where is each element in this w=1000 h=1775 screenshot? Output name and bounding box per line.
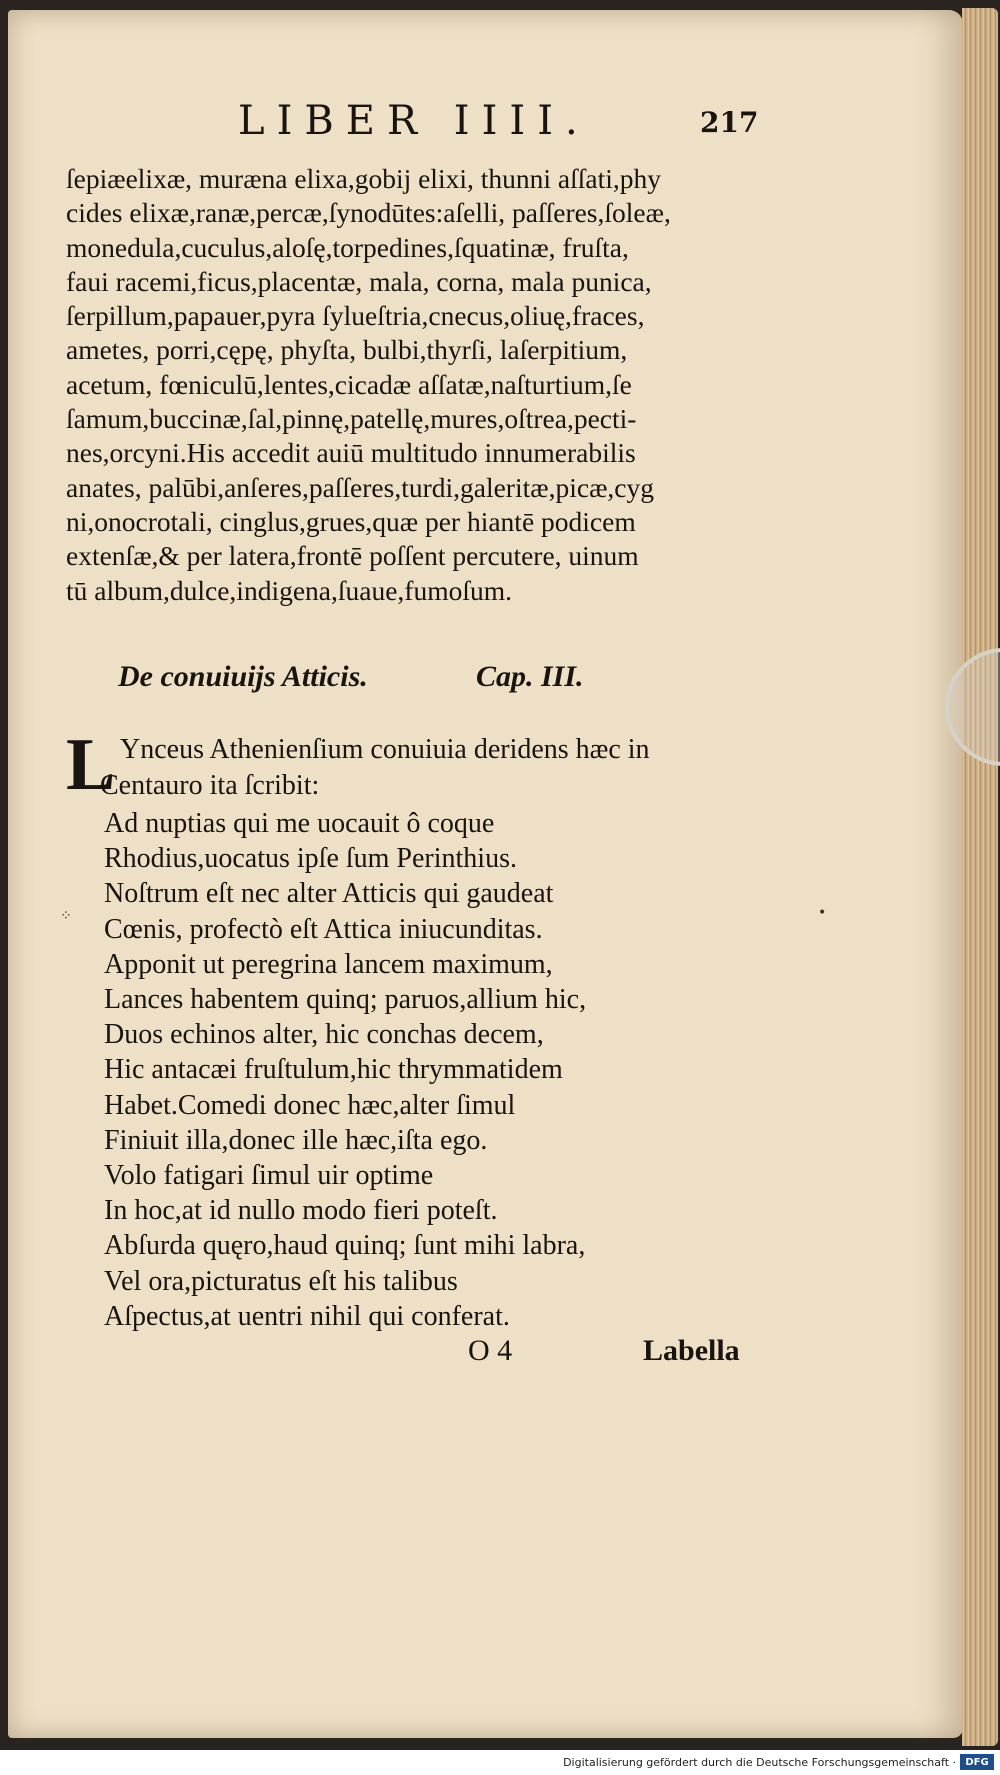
chapter-heading: [118, 660, 678, 694]
prose-line: faui racemi,ficus,placentæ, mala, corna, mala punica,: [66, 265, 652, 297]
prose-line: nes,orcyni.His accedit auiū multitudo innumerabilis: [66, 437, 636, 469]
folio-number: 217: [700, 106, 759, 139]
drop-cap: L: [66, 724, 116, 806]
prose-line: ſepiæelixæ, muræna elixa,gobij elixi, thunni aſſati,phy: [66, 163, 661, 194]
intro-line: Ynceus Athenienſium conuiuia deridens hæc in: [120, 734, 650, 765]
running-title: LIBER IIII.: [238, 98, 590, 144]
verse-line: Aſpectus,at uentri nihil qui conferat.: [104, 1300, 510, 1332]
verse-line: Volo fatigari ſimul uir optime: [104, 1160, 434, 1192]
prose-line: monedula,cuculus,aloſę,torpedines,ſquatinæ, fruſta,: [66, 231, 629, 263]
prose-line: anates, palūbi,anſeres,paſſeres,turdi,galeritæ,picæ,cyg: [66, 471, 654, 503]
verse-line: Ad nuptias qui me uocauit ô coque: [104, 808, 495, 839]
prose-line: acetum, fœniculū,lentes,cicadæ aſſatæ,naſturtium,ſe: [66, 368, 632, 400]
chapter-number: Cap. III.: [476, 660, 584, 693]
prose-line: ſerpillum,papauer,pyra ſylueſtria,cnecus,oliuę,fraces,: [66, 300, 645, 332]
verse-line: Apponit ut peregrina lancem maximum,: [104, 948, 553, 980]
stray-ink-mark: •: [818, 905, 827, 921]
verse-line: Abſurda quęro,haud quinq; ſunt mihi labra,: [104, 1230, 586, 1262]
prose-line: ſamum,buccinæ,ſal,pinnę,patellę,mures,oſtrea,pecti-: [66, 403, 637, 435]
verse-line: Vel ora,picturatus eſt his talibus: [104, 1265, 458, 1297]
verse-line: Finiuit illa,donec ille hæc,iſta ego.: [104, 1124, 488, 1156]
footer-credit: Digitalisierung gefördert durch die Deutsche Forschungsgemeinschaft ·: [563, 1756, 956, 1769]
verse-line: Cœnis, profectò eſt Attica iniucunditas.: [104, 913, 543, 945]
stray-ink-mark: ⁘: [60, 908, 72, 924]
verse-line: In hoc,at id nullo modo fieri poteſt.: [104, 1195, 498, 1227]
prose-line: cides elixæ,ranæ,percæ,ſynodūtes:aſelli, paſſeres,ſoleæ,: [66, 197, 671, 229]
chapter-title: De conuiuijs Atticis.: [118, 660, 368, 693]
verse-line: Duos echinos alter, hic conchas decem,: [104, 1019, 544, 1051]
verse-line: Noſtrum eſt nec alter Atticis qui gaudeat: [104, 878, 554, 910]
verse-line: Rhodius,uocatus ipſe ſum Perinthius.: [104, 843, 517, 875]
prose-block: [66, 162, 756, 608]
intro-line: Centauro ita ſcribit:: [100, 770, 320, 801]
page-edges: [962, 8, 998, 1746]
verse-line: Hic antacæi fruſtulum,hic thrymmatidem: [104, 1054, 563, 1086]
prose-line: tū album,dulce,indigena,ſuaue,fumoſum.: [66, 574, 513, 606]
prose-line: extenſæ,& per latera,frontē poſſent percutere, uinum: [66, 540, 639, 572]
signature-mark: O 4: [468, 1334, 513, 1367]
verse-block: [104, 806, 586, 1334]
prose-line: ni,onocrotali, cinglus,grues,quæ per hiantē podicem: [66, 505, 636, 537]
page-header: [0, 98, 1000, 148]
catchword: Labella: [643, 1334, 740, 1367]
verse-line: Habet.Comedi donec hæc,alter ſimul: [104, 1089, 516, 1121]
prose-line: ametes, porri,cępę, phyſta, bulbi,thyrſi, laſerpitium,: [66, 334, 628, 366]
dfg-logo: DFG: [960, 1754, 994, 1770]
verse-line: Lances habentem quinq; paruos,allium hic,: [104, 984, 587, 1016]
